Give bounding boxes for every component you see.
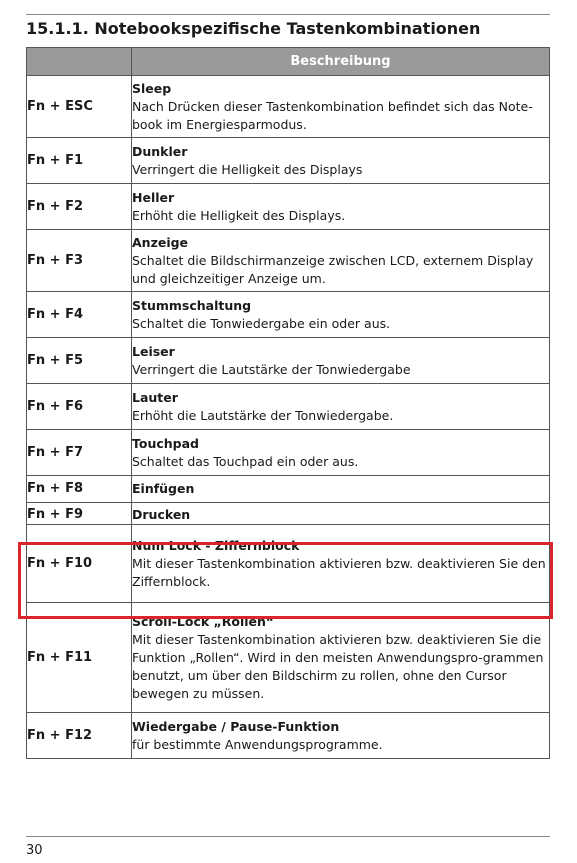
function-description: Schaltet die Bildschirmanzeige zwischen LCD, externem Display und gleichzeitiger Anzeige um. [132,252,534,286]
description-cell [132,525,550,603]
key-combo: Fn + F10 [27,525,132,603]
description-cell [132,603,550,713]
table-row [27,138,550,184]
function-title: Wiedergabe / Pause-Funktion [132,718,340,734]
table-row [27,76,550,138]
description-cell [132,138,550,184]
function-title: Drucken [132,506,191,522]
description-cell [132,76,550,138]
description-cell [132,184,550,230]
description-cell [132,338,550,384]
function-description: Verringert die Helligkeit des Displays [132,161,363,177]
key-combo: Fn + F8 [27,476,132,503]
function-description: Mit dieser Tastenkombination aktivieren bzw. deaktivieren Sie den Ziffernblock. [132,555,546,589]
table-row [27,503,550,525]
page-number: 30 [26,843,43,858]
function-title: Stummschaltung [132,297,252,313]
table-row [27,230,550,292]
key-combo: Fn + ESC [27,76,132,138]
function-description: Schaltet das Touchpad ein oder aus. [132,453,359,469]
key-combo [27,503,132,525]
function-title: Touchpad [132,435,199,451]
function-description: Verringert die Lautstärke der Tonwiedergabe [132,361,411,377]
function-description: für bestimmte Anwendungsprogramme. [132,736,383,752]
function-title: Einfügen [132,481,195,496]
description-cell [132,430,550,476]
description-cell [132,476,550,503]
key-combo: Fn + F7 [27,430,132,476]
table-row [27,713,550,759]
function-title: Leiser [132,343,175,359]
key-combo: Fn + F11 [27,603,132,713]
description-cell [132,230,550,292]
key-combo-text: Fn + F9 [27,506,84,522]
table-row [27,184,550,230]
function-title: Sleep [132,80,172,96]
description-cell [132,503,550,525]
shortcut-table [26,47,550,759]
top-divider [26,14,550,15]
table-row [27,525,550,603]
function-title: Num Lock - Ziffernblock [132,537,300,553]
key-combo: Fn + F12 [27,713,132,759]
table-row [27,338,550,384]
key-combo: Fn + F5 [27,338,132,384]
function-description: Erhöht die Helligkeit des Displays. [132,207,346,223]
table-header-row [27,48,550,76]
description-cell [132,384,550,430]
key-combo: Fn + F1 [27,138,132,184]
function-title: Lauter [132,389,178,405]
table-row [27,384,550,430]
key-combo: Fn + F4 [27,292,132,338]
header-description-cell: Beschreibung [132,48,550,76]
table-row [27,476,550,503]
key-combo: Fn + F6 [27,384,132,430]
function-title: Scroll-Lock „Rollen“ [132,613,275,629]
description-cell [132,713,550,759]
header-key-cell [27,48,132,76]
bottom-divider [26,836,550,837]
function-title: Dunkler [132,143,188,159]
table-row [27,292,550,338]
function-description: Nach Drücken dieser Tastenkombination befindet sich das Note-book im Energiesparmodus. [132,98,533,132]
key-combo: Fn + F2 [27,184,132,230]
section-heading: 15.1.1. Notebookspezifische Tastenkombinationen [26,19,481,38]
function-title: Anzeige [132,234,189,250]
key-combo: Fn + F3 [27,230,132,292]
description-cell [132,292,550,338]
table-row [27,603,550,713]
function-description: Erhöht die Lautstärke der Tonwiedergabe. [132,407,394,423]
function-description: Schaltet die Tonwiedergabe ein oder aus. [132,315,391,331]
table-row [27,430,550,476]
function-description: Mit dieser Tastenkombination aktivieren bzw. deaktivieren Sie die Funktion „Rollen“. Wird in den meisten Anwendungspro-grammen benutzt, um über den Bildschirm zu rollen, ohne den Cursor bewegen zu müssen. [132,631,544,701]
function-title: Heller [132,189,175,205]
